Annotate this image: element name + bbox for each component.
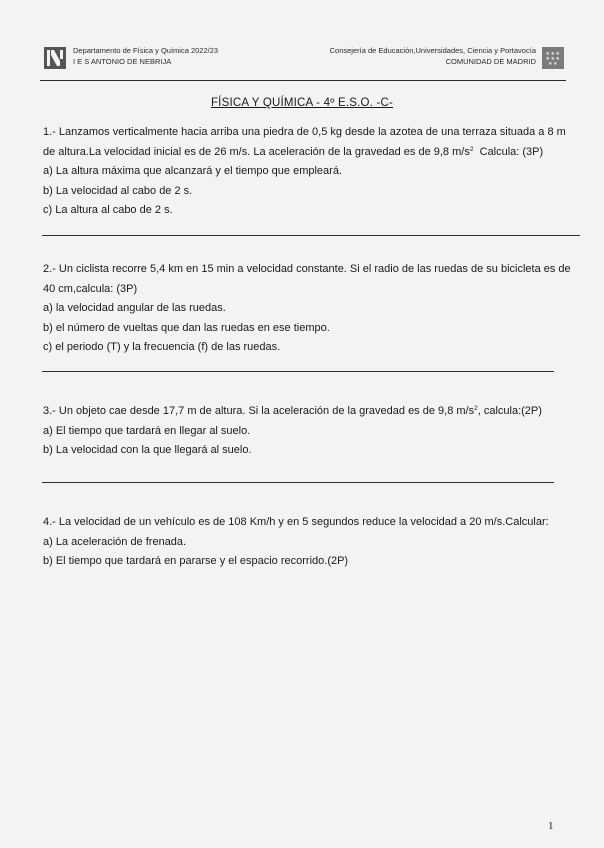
q2-divider	[42, 371, 554, 372]
q1-part-a: a) La altura máxima que alcanzará y el tiempo que empleará.	[43, 165, 342, 177]
school-logo-icon	[44, 47, 66, 69]
q1-part-c: c) La altura al cabo de 2 s.	[43, 204, 173, 216]
q2-statement-line2: 40 cm,calcula: (3P)	[43, 282, 138, 295]
question-1	[43, 123, 583, 221]
question-2	[43, 260, 583, 358]
exam-title: FÍSICA Y QUÍMICA - 4º E.S.O. -C-	[210, 97, 394, 109]
q2-part-b: b) el número de vueltas que dan las ruedas en ese tiempo.	[43, 321, 330, 334]
q4-statement: 4.- La velocidad de un vehículo es de 108 Km/h y en 5 segundos reduce la velocidad a 20 m/s.Calcular:	[43, 516, 549, 528]
ministry-header	[330, 45, 536, 67]
madrid-logo-icon: ★★★ ★★★ ★★	[542, 47, 564, 69]
department-name: Departamento de Física y Química 2022/23	[73, 46, 219, 55]
school-name: I E S ANTONIO DE NEBRIJA	[73, 57, 172, 66]
q3-part-b: b) La velocidad con la que llegará al suelo.	[43, 444, 252, 456]
q3-statement: 3.- Un objeto cae desde 17,7 m de altura. Si la aceleración de la gravedad es de 9,8 $m/s^2$, calcula:(2P)	[43, 405, 542, 417]
q4-part-b: b) El tiempo que tardará en pararse y el espacio recorrido.(2P)	[43, 555, 349, 567]
region-name: COMUNIDAD DE MADRID	[445, 57, 536, 66]
department-header	[73, 45, 218, 67]
q2-statement-line1: 2.- Un ciclista recorre 5,4 km en 15 min a velocidad constante. Si el radio de las ruedas de su bicicleta es de	[43, 263, 571, 275]
q1-divider	[42, 235, 580, 236]
question-3	[43, 402, 583, 461]
header-divider	[40, 80, 566, 81]
q1-statement-line2: de altura.La velocidad inicial es de 26 m/s. La aceleración de la gravedad es de 9,8 $m/s^2$ Calcula: (3P)	[43, 145, 544, 158]
q3-part-a: a) El tiempo que tardará en llegar al suelo.	[43, 424, 251, 437]
page-number: 1	[548, 820, 554, 832]
q2-part-c: c) el periodo (T) y la frecuencia (f) de las ruedas.	[43, 341, 281, 353]
ministry-name: Consejería de Educación,Universidades, Ciencia y Portavocía	[329, 46, 536, 55]
q3-divider	[42, 482, 554, 483]
q2-part-a: a) la velocidad angular de las ruedas.	[43, 302, 226, 314]
q1-part-b: b) La velocidad al cabo de 2 s.	[43, 184, 193, 197]
question-4	[43, 513, 583, 572]
q4-part-a: a) La aceleración de frenada.	[43, 535, 187, 548]
q1-statement-line1: 1.- Lanzamos verticalmente hacia arriba una piedra de 0,5 kg desde la azotea de una terraza situada a 8 m	[43, 126, 566, 138]
